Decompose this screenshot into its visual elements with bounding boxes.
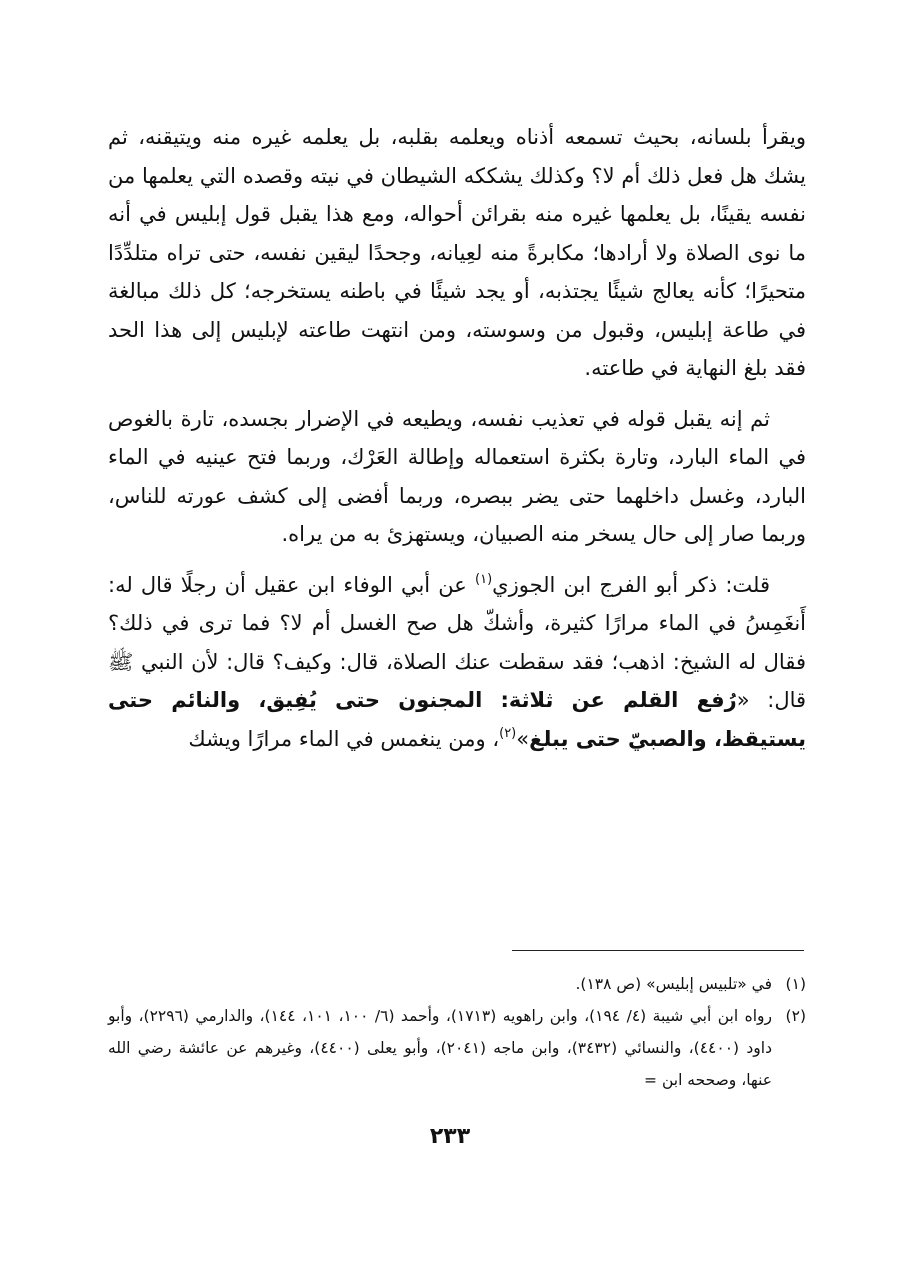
footnotes: [108, 968, 806, 1096]
paragraph-3: [108, 566, 806, 759]
footnote-2-text: رواه ابن أبي شيبة (٤/ ١٩٤)، وابن راهويه (١٧١٣)، وأحمد (٦/ ١٠٠، ١٠١، ١٤٤)، والدارمي (٢٢٩٦)، وأبو داود (٤٤٠٠)، والنسائي (٣٤٣٢)، وابن ماجه (٢٠٤١)، وأبو يعلى (٤٤٠٠)، وغيرهم عن عائشة رضي الله عنها، وصححه ابن =: [108, 1007, 772, 1089]
paragraph-2: ثم إنه يقبل قوله في تعذيب نفسه، ويطيعه في الإضرار بجسده، تارة بالغوص في الماء البارد، وتارة بكثرة استعماله وإطالة العَرْك، وربما فتح عينيه في الماء البارد، وغسل داخلهما حتى يضر ببصره، وربما أفضى إلى كشف عورته للناس، وربما صار إلى حال يسخر منه الصبيان، ويستهزئ به من يراه.: [108, 406, 806, 546]
paragraph-3-part-2: عن أبي الوفاء ابن عقيل أن رجلًا قال له: أَنغَمِسُ في الماء مرارًا كثيرة، وأشكّ هل صح الغسل أم لا؟ فما ترى في ذلك؟ فقال له الشيخ: اذهب؛ فقد سقطت عنك الصلاة، قال: وكيف؟ قال: لأن النبي ﷺ قال: «: [108, 572, 807, 712]
footnote-1-text: في «تلبيس إبليس» (ص ١٣٨).: [575, 975, 772, 993]
paragraph-1: ويقرأ بلسانه، بحيث تسمعه أذناه ويعلمه بقلبه، بل يعلمه غيره منه ويتيقنه، ثم يشك هل فعل ذلك أم لا؟ وكذلك يشككه الشيطان في نيته وقصده التي يعلمها من نفسه يقينًا، بل يعلمها غيره منه بقرائن أحواله، ومع هذا يقبل قول إبليس في أنه ما نوى الصلاة ولا أرادها؛ مكابرةً منه لعِيانه، وجحدًا ليقين نفسه، حتى تراه متلدِّدًا متحيرًا؛ كأنه يعالج شيئًا يجتذبه، أو يجد شيئًا في باطنه يستخرجه؛ كل ذلك مبالغة في طاعة إبليس، وقبول من وسوسته، ومن انتهت طاعته لإبليس إلى هذا الحد فقد بلغ النهاية في طاعته.: [108, 125, 806, 380]
paragraph-3-part-3: »: [516, 726, 530, 751]
main-text: [108, 118, 806, 758]
footnote-ref-2: (٢): [499, 725, 517, 741]
footnote-separator: [512, 950, 804, 951]
footnote-1-number: (١): [785, 975, 806, 993]
footnote-1: [108, 968, 806, 1000]
footnote-2-number: (٢): [785, 1007, 806, 1025]
page-number: ٢٣٣: [429, 1124, 471, 1149]
hadith-quote: رُفع القلم عن ثلاثة: المجنون حتى يُفِيق، والنائم حتى يستيقظ، والصبيّ حتى يبلغ: [108, 688, 806, 751]
footnote-2: [108, 1000, 806, 1096]
paragraph-3-part-1: قلت: ذكر أبو الفرج ابن الجوزي: [492, 572, 771, 597]
footnote-ref-1: (١): [475, 571, 493, 587]
paragraph-3-part-4: ، ومن ينغمس في الماء مرارًا ويشك: [188, 726, 500, 751]
